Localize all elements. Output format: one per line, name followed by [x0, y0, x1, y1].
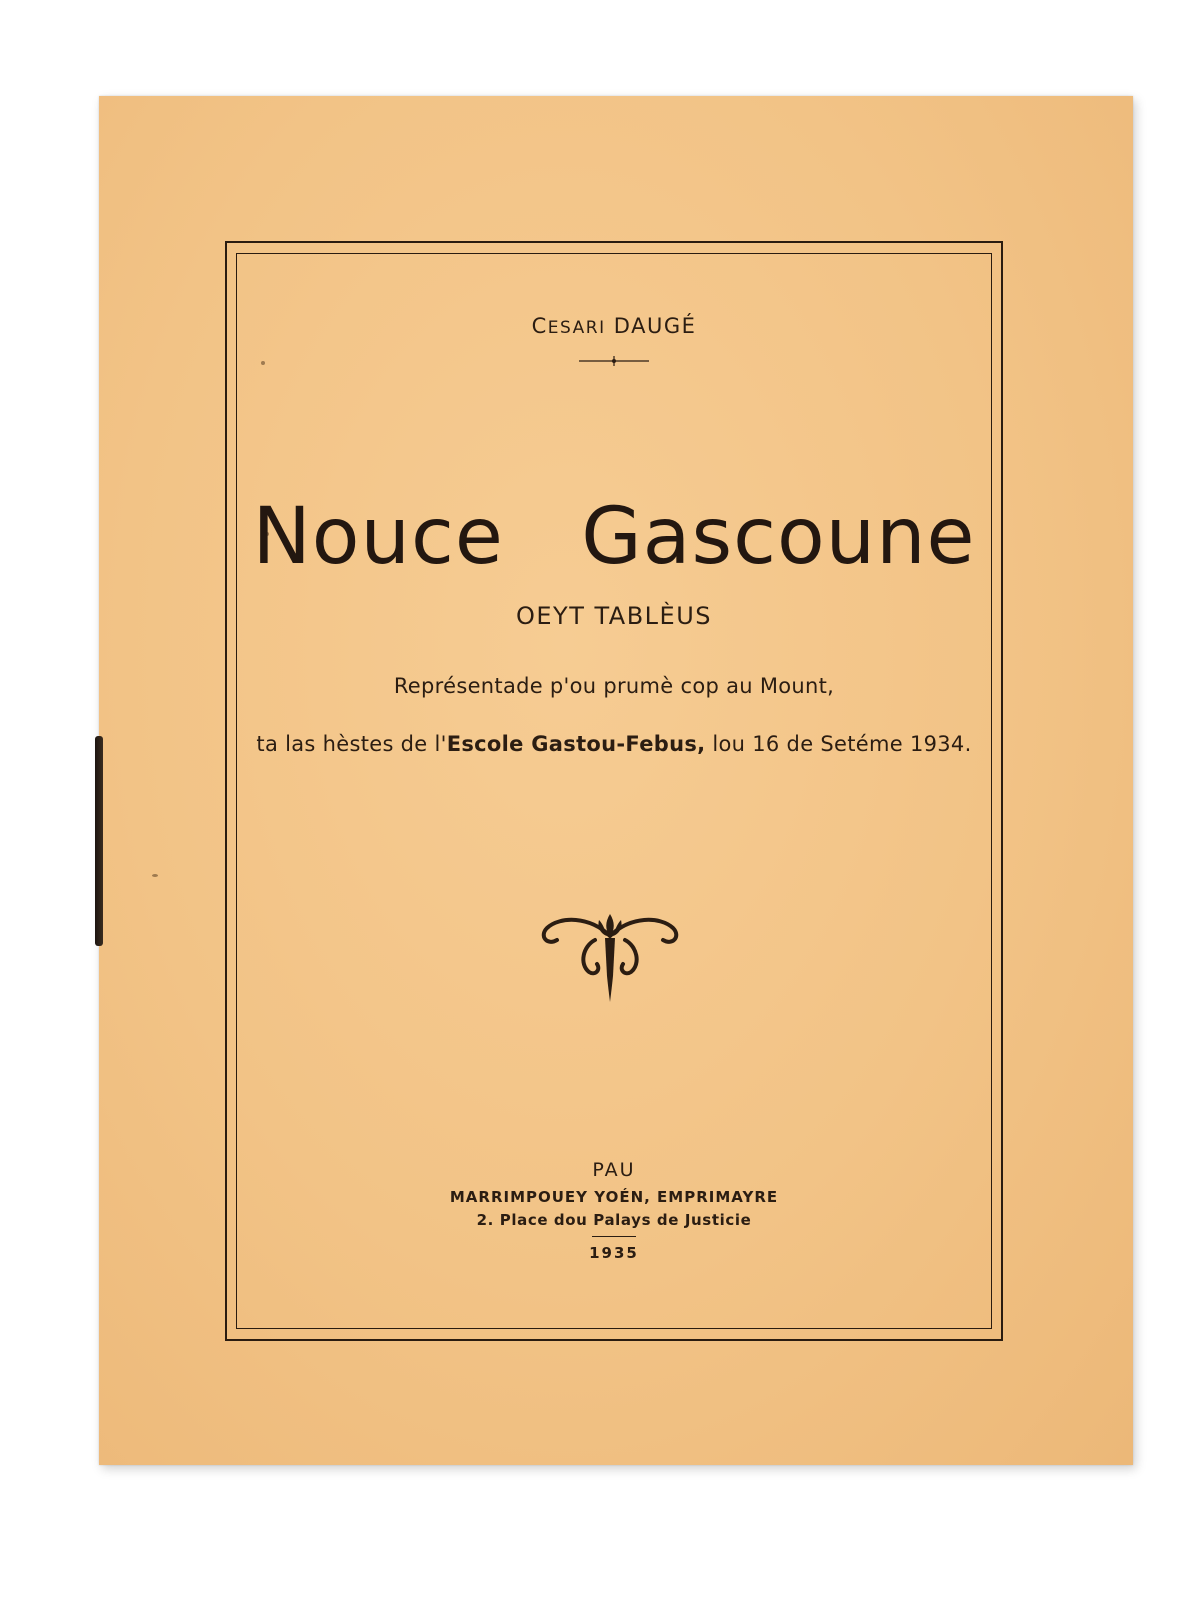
author-initial: C — [531, 314, 548, 338]
publication-year: 1935 — [589, 1244, 639, 1262]
performance-note-line1: Représentade p'ou prumè cop au Mount, — [393, 674, 835, 698]
line2-suffix: lou 16 de Setéme 1934. — [705, 732, 972, 756]
fleuron-icon — [535, 906, 685, 1006]
printer-name: MARRIMPOUEY YOÉN, EMPRIMAYRE — [449, 1188, 779, 1206]
author-surname: DAUGÉ — [613, 314, 697, 338]
book-subtitle: OEYT TABLÈUS — [515, 602, 713, 630]
publisher-city: PAU — [592, 1159, 636, 1181]
paper-speck — [152, 874, 158, 877]
booklet-cover — [99, 96, 1133, 1465]
author-rule-icon — [577, 356, 651, 366]
performance-note-line2 — [225, 732, 1003, 756]
book-title: Nouce Gascoune — [252, 492, 976, 582]
printer-address: 2. Place dou Palays de Justicie — [476, 1211, 752, 1229]
line2-prefix: ta las hèstes de l' — [256, 732, 447, 756]
spine-staple — [95, 736, 103, 946]
school-name: Escole Gastou-Febus, — [446, 732, 706, 756]
year-rule — [592, 1236, 636, 1237]
author-firstname-rest: ESARI — [547, 318, 606, 338]
author-name — [225, 314, 1003, 338]
